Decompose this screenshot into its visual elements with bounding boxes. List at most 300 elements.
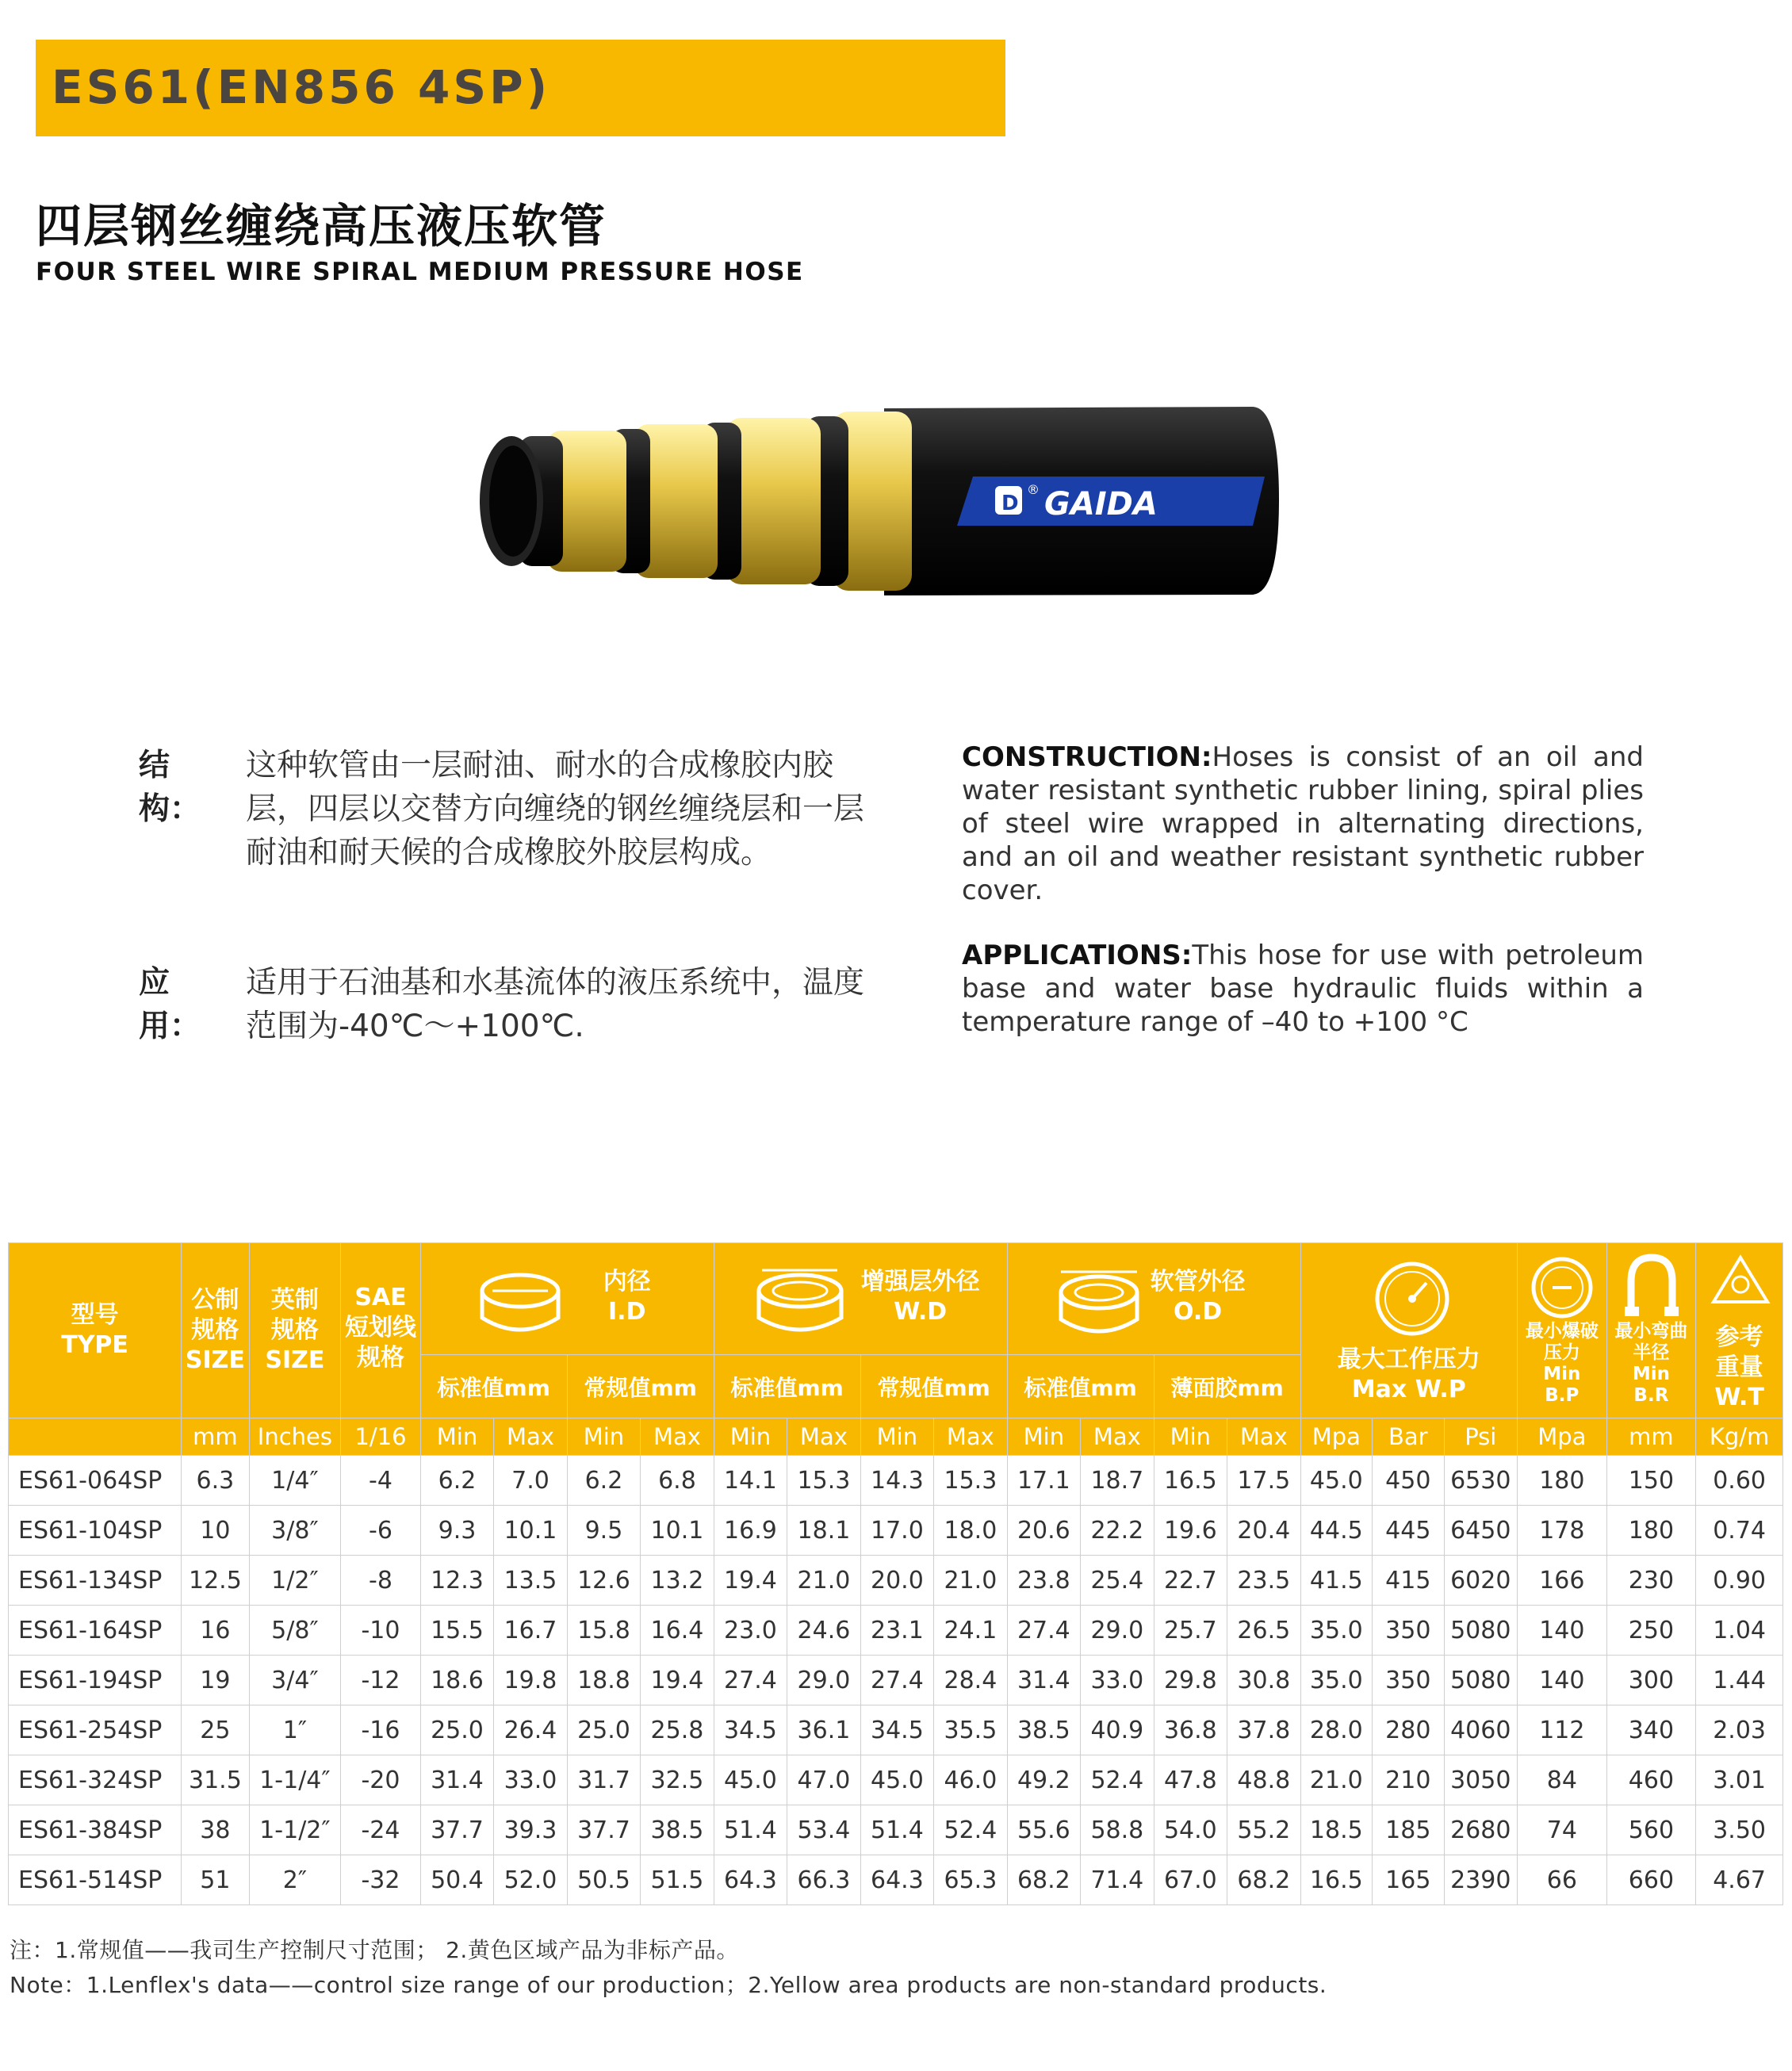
value-cell: 16.7	[494, 1606, 567, 1656]
unit-cell: Max	[1227, 1418, 1300, 1456]
value-cell: -8	[341, 1556, 421, 1606]
unit-cell: 1/16	[341, 1418, 421, 1456]
value-cell: 38.5	[641, 1805, 714, 1855]
value-cell: 35.0	[1300, 1606, 1372, 1656]
value-cell: 17.5	[1227, 1456, 1300, 1506]
header-wd-cn: 增强层外径	[860, 1268, 980, 1296]
value-cell: 33.0	[494, 1755, 567, 1805]
value-cell: 55.6	[1007, 1805, 1080, 1855]
value-cell: -16	[341, 1705, 421, 1755]
value-cell: 7.0	[494, 1456, 567, 1506]
value-cell: 140	[1518, 1606, 1607, 1656]
value-cell: 3050	[1444, 1755, 1518, 1805]
header-bp-en2: B.P	[1545, 1385, 1579, 1406]
value-cell: 26.5	[1227, 1606, 1300, 1656]
value-cell: 18.5	[1300, 1805, 1372, 1855]
value-cell: 25.7	[1154, 1606, 1227, 1656]
application-label-en: APPLICATIONS:	[962, 940, 1193, 971]
unit-row	[9, 1418, 1783, 1456]
value-cell: 18.6	[420, 1656, 493, 1705]
value-cell: 15.5	[420, 1606, 493, 1656]
value-cell: 67.0	[1154, 1855, 1227, 1905]
value-cell: 32.5	[641, 1755, 714, 1805]
header-metric-cn: 公制规格	[191, 1286, 239, 1344]
type-cell: ES61-514SP	[9, 1855, 182, 1905]
unit-cell: Min	[714, 1418, 787, 1456]
value-cell: 25	[182, 1705, 249, 1755]
value-cell: 30.8	[1227, 1656, 1300, 1705]
value-cell: 64.3	[860, 1855, 933, 1905]
value-cell: -4	[341, 1456, 421, 1506]
value-cell: 34.5	[714, 1705, 787, 1755]
value-cell: 29.0	[1081, 1606, 1154, 1656]
header-wp-text	[1301, 1345, 1517, 1405]
header-wp-en: Max W.P	[1351, 1376, 1466, 1403]
application-label-cn: 应用：	[139, 965, 201, 1044]
value-cell: 66	[1518, 1855, 1607, 1905]
value-cell: 31.4	[1007, 1656, 1080, 1705]
value-cell: 13.2	[641, 1556, 714, 1606]
value-cell: 6.3	[182, 1456, 249, 1506]
construction-text-cn: 这种软管由一层耐油、耐水的合成橡胶内胶层，四层以交替方向缠绕的钢丝缠绕层和一层耐油和耐天候的合成橡胶外胶层构成。	[246, 748, 865, 871]
value-cell: 3/4″	[249, 1656, 341, 1705]
unit-cell: Mpa	[1300, 1418, 1372, 1456]
value-cell: 22.2	[1081, 1506, 1154, 1556]
value-cell: 178	[1518, 1506, 1607, 1556]
value-cell: 50.4	[420, 1855, 493, 1905]
table-body	[9, 1456, 1783, 1905]
type-cell: ES61-324SP	[9, 1755, 182, 1805]
header-id-cn: 内径	[603, 1268, 651, 1296]
table-row	[9, 1456, 1783, 1506]
value-cell: 38.5	[1007, 1705, 1080, 1755]
value-cell: 6.2	[567, 1456, 640, 1506]
unit-cell: Min	[1154, 1418, 1227, 1456]
value-cell: 40.9	[1081, 1705, 1154, 1755]
unit-cell: Max	[494, 1418, 567, 1456]
unit-cell: Max	[934, 1418, 1007, 1456]
value-cell: 23.1	[860, 1606, 933, 1656]
unit-cell: mm	[182, 1418, 249, 1456]
value-cell: 25.0	[567, 1705, 640, 1755]
value-cell: 20.4	[1227, 1506, 1300, 1556]
header-type	[9, 1243, 182, 1418]
value-cell: -12	[341, 1656, 421, 1705]
value-cell: 50.5	[567, 1855, 640, 1905]
value-cell: 68.2	[1227, 1855, 1300, 1905]
value-cell: 46.0	[934, 1755, 1007, 1805]
application-text-cn: 适用于石油基和水基流体的液压系统中，温度范围为-40℃～+100℃.	[246, 965, 865, 1044]
value-cell: 25.4	[1081, 1556, 1154, 1606]
value-cell: 5/8″	[249, 1606, 341, 1656]
header-wd-reg: 常规值mm	[860, 1355, 1007, 1418]
value-cell: 1.44	[1696, 1656, 1783, 1705]
unit-cell: Max	[787, 1418, 860, 1456]
header-od-text	[1135, 1267, 1262, 1327]
construction-text-en: Hoses is consist of an oil and water resistant synthetic rubber lining, spiral plies of steel wire wrapped in alternating directions, and an oil and weather resistant synthetic rubber cover.	[962, 741, 1644, 906]
value-cell: 6450	[1444, 1506, 1518, 1556]
value-cell: 9.3	[420, 1506, 493, 1556]
value-cell: 15.8	[567, 1606, 640, 1656]
value-cell: 21.0	[934, 1556, 1007, 1606]
type-cell: ES61-064SP	[9, 1456, 182, 1506]
header-id-en: I.D	[608, 1298, 646, 1326]
value-cell: 16.5	[1154, 1456, 1227, 1506]
outer-diameter-icon	[1055, 1261, 1143, 1344]
header-wt-en: W.T	[1714, 1384, 1764, 1411]
note-english: Note：1.Lenflex's data——control size range of our production；2.Yellow area products are non-standard products.	[10, 1972, 1327, 1998]
burst-pressure-icon	[1529, 1254, 1595, 1321]
value-cell: 28.4	[934, 1656, 1007, 1705]
value-cell: 180	[1518, 1456, 1607, 1506]
value-cell: 39.3	[494, 1805, 567, 1855]
value-cell: 84	[1518, 1755, 1607, 1805]
value-cell: 36.1	[787, 1705, 860, 1755]
header-wt-text	[1696, 1323, 1782, 1413]
value-cell: 5080	[1444, 1606, 1518, 1656]
header-inch-size	[249, 1243, 341, 1418]
value-cell: 49.2	[1007, 1755, 1080, 1805]
value-cell: 350	[1373, 1606, 1444, 1656]
value-cell: 16	[182, 1606, 249, 1656]
value-cell: 20.0	[860, 1556, 933, 1606]
value-cell: 14.3	[860, 1456, 933, 1506]
value-cell: 36.8	[1154, 1705, 1227, 1755]
value-cell: 66.3	[787, 1855, 860, 1905]
header-wp	[1300, 1243, 1517, 1418]
header-br-en2: B.R	[1633, 1385, 1669, 1406]
value-cell: 19.6	[1154, 1506, 1227, 1556]
value-cell: 51.4	[714, 1805, 787, 1855]
value-cell: 660	[1606, 1855, 1696, 1905]
table-row	[9, 1855, 1783, 1905]
value-cell: 1/4″	[249, 1456, 341, 1506]
header-metric-en: SIZE	[185, 1346, 245, 1374]
value-cell: 52.4	[1081, 1755, 1154, 1805]
value-cell: 165	[1373, 1855, 1444, 1905]
type-cell: ES61-194SP	[9, 1656, 182, 1705]
value-cell: 45.0	[860, 1755, 933, 1805]
value-cell: 1″	[249, 1705, 341, 1755]
bend-radius-icon	[1622, 1251, 1682, 1323]
value-cell: 41.5	[1300, 1556, 1372, 1606]
value-cell: -20	[341, 1755, 421, 1805]
value-cell: 12.5	[182, 1556, 249, 1606]
value-cell: 230	[1606, 1556, 1696, 1606]
value-cell: 18.0	[934, 1506, 1007, 1556]
value-cell: 185	[1373, 1805, 1444, 1855]
value-cell: 51.5	[641, 1855, 714, 1905]
header-br-cn: 最小弯曲半径	[1614, 1321, 1688, 1363]
value-cell: 1/2″	[249, 1556, 341, 1606]
value-cell: 37.7	[420, 1805, 493, 1855]
type-cell: ES61-384SP	[9, 1805, 182, 1855]
value-cell: 35.0	[1300, 1656, 1372, 1705]
unit-cell: Min	[567, 1418, 640, 1456]
title-english: FOUR STEEL WIRE SPIRAL MEDIUM PRESSURE HOSE	[36, 258, 804, 286]
header-od-std: 标准值mm	[1007, 1355, 1154, 1418]
header-wt	[1696, 1243, 1783, 1418]
value-cell: 560	[1606, 1805, 1696, 1855]
value-cell: 58.8	[1081, 1805, 1154, 1855]
value-cell: 3/8″	[249, 1506, 341, 1556]
value-cell: 18.1	[787, 1506, 860, 1556]
value-cell: 55.2	[1227, 1805, 1300, 1855]
header-inch-cn: 英制规格	[270, 1286, 319, 1344]
value-cell: 3.50	[1696, 1805, 1783, 1855]
value-cell: 24.1	[934, 1606, 1007, 1656]
value-cell: 18.7	[1081, 1456, 1154, 1506]
value-cell: 460	[1606, 1755, 1696, 1805]
value-cell: 54.0	[1154, 1805, 1227, 1855]
table-row	[9, 1506, 1783, 1556]
value-cell: 6530	[1444, 1456, 1518, 1506]
value-cell: 52.4	[934, 1805, 1007, 1855]
value-cell: 25.8	[641, 1705, 714, 1755]
header-sae-1: SAE	[354, 1284, 407, 1311]
type-cell: ES61-104SP	[9, 1506, 182, 1556]
header-metric-size	[182, 1243, 249, 1418]
value-cell: 2680	[1444, 1805, 1518, 1855]
header-br	[1606, 1243, 1696, 1418]
construction-label-en: CONSTRUCTION:	[962, 741, 1212, 773]
header-od	[1007, 1243, 1300, 1355]
wire-diameter-icon	[754, 1259, 849, 1346]
registered-mark: ®	[1027, 482, 1040, 497]
unit-cell: Mpa	[1518, 1418, 1607, 1456]
header-bp-cn: 最小爆破压力	[1525, 1321, 1599, 1363]
value-cell: 280	[1373, 1705, 1444, 1755]
value-cell: 27.4	[1007, 1606, 1080, 1656]
value-cell: 51	[182, 1855, 249, 1905]
value-cell: 2390	[1444, 1855, 1518, 1905]
value-cell: -6	[341, 1506, 421, 1556]
value-cell: 10.1	[641, 1506, 714, 1556]
value-cell: 24.6	[787, 1606, 860, 1656]
value-cell: 47.8	[1154, 1755, 1227, 1805]
value-cell: 6.2	[420, 1456, 493, 1506]
header-sae-2: 短划线规格	[344, 1314, 416, 1372]
value-cell: 29.8	[1154, 1656, 1227, 1705]
unit-cell: Min	[860, 1418, 933, 1456]
value-cell: 0.74	[1696, 1506, 1783, 1556]
value-cell: 29.0	[787, 1656, 860, 1705]
note-chinese: 注：1.常规值——我司生产控制尺寸范围； 2.黄色区域产品为非标产品。	[10, 1937, 739, 1963]
value-cell: 31.5	[182, 1755, 249, 1805]
value-cell: 4.67	[1696, 1855, 1783, 1905]
construction-label-cn: 结构：	[139, 748, 201, 827]
value-cell: 38	[182, 1805, 249, 1855]
table-row	[9, 1755, 1783, 1805]
value-cell: 16.5	[1300, 1855, 1372, 1905]
value-cell: 1-1/2″	[249, 1805, 341, 1855]
value-cell: 19.4	[641, 1656, 714, 1705]
header-id-text	[588, 1267, 667, 1327]
value-cell: 0.60	[1696, 1456, 1783, 1506]
header-wt-cn: 参考重量	[1715, 1323, 1763, 1381]
value-cell: 13.5	[494, 1556, 567, 1606]
value-cell: 12.6	[567, 1556, 640, 1606]
inner-diameter-icon	[477, 1269, 564, 1340]
value-cell: 1.04	[1696, 1606, 1783, 1656]
value-cell: 74	[1518, 1805, 1607, 1855]
header-id-std: 标准值mm	[420, 1355, 567, 1418]
svg-text:D: D	[1001, 492, 1019, 515]
value-cell: 48.8	[1227, 1755, 1300, 1805]
value-cell: 47.0	[787, 1755, 860, 1805]
unit-cell-type	[9, 1418, 182, 1456]
value-cell: 17.1	[1007, 1456, 1080, 1506]
value-cell: 5080	[1444, 1656, 1518, 1705]
value-cell: 64.3	[714, 1855, 787, 1905]
header-wd	[714, 1243, 1007, 1355]
application-en	[962, 939, 1644, 1039]
value-cell: 65.3	[934, 1855, 1007, 1905]
value-cell: 1-1/4″	[249, 1755, 341, 1805]
value-cell: 27.4	[714, 1656, 787, 1705]
value-cell: 26.4	[494, 1705, 567, 1755]
value-cell: 31.7	[567, 1755, 640, 1805]
unit-cell: Bar	[1373, 1418, 1444, 1456]
header-wd-text	[849, 1267, 992, 1327]
value-cell: 6.8	[641, 1456, 714, 1506]
table-row	[9, 1805, 1783, 1855]
title-chinese: 四层钢丝缠绕高压液压软管	[36, 199, 607, 253]
value-cell: 16.9	[714, 1506, 787, 1556]
value-cell: 112	[1518, 1705, 1607, 1755]
table-row	[9, 1705, 1783, 1755]
header-id	[420, 1243, 714, 1355]
value-cell: 16.4	[641, 1606, 714, 1656]
value-cell: 445	[1373, 1506, 1444, 1556]
value-cell: 350	[1373, 1656, 1444, 1705]
unit-cell: Min	[1007, 1418, 1080, 1456]
value-cell: 28.0	[1300, 1705, 1372, 1755]
header-bp-text	[1518, 1321, 1606, 1407]
value-cell: 53.4	[787, 1805, 860, 1855]
type-cell: ES61-254SP	[9, 1705, 182, 1755]
value-cell: -24	[341, 1805, 421, 1855]
value-cell: 31.4	[420, 1755, 493, 1805]
weight-icon	[1710, 1254, 1771, 1310]
value-cell: 10.1	[494, 1506, 567, 1556]
table-row	[9, 1606, 1783, 1656]
value-cell: 27.4	[860, 1656, 933, 1705]
application-text-en: This hose for use with petroleum base and water base hydraulic fluids within a temperature range of –40 to +100 °C	[962, 940, 1644, 1038]
value-cell: -32	[341, 1855, 421, 1905]
value-cell: 340	[1606, 1705, 1696, 1755]
value-cell: 19.4	[714, 1556, 787, 1606]
value-cell: 71.4	[1081, 1855, 1154, 1905]
construction-en	[962, 741, 1644, 907]
value-cell: 21.0	[787, 1556, 860, 1606]
value-cell: 10	[182, 1506, 249, 1556]
value-cell: 4060	[1444, 1705, 1518, 1755]
header-od-cn: 软管外径	[1150, 1268, 1246, 1296]
value-cell: 19.8	[494, 1656, 567, 1705]
value-cell: 44.5	[1300, 1506, 1372, 1556]
value-cell: 68.2	[1007, 1855, 1080, 1905]
unit-cell: Psi	[1444, 1418, 1518, 1456]
unit-cell: Min	[420, 1418, 493, 1456]
value-cell: 12.3	[420, 1556, 493, 1606]
value-cell: 23.0	[714, 1606, 787, 1656]
value-cell: 45.0	[714, 1755, 787, 1805]
header-bp-en1: Min	[1543, 1364, 1581, 1384]
value-cell: 33.0	[1081, 1656, 1154, 1705]
value-cell: 166	[1518, 1556, 1607, 1606]
value-cell: 23.8	[1007, 1556, 1080, 1606]
unit-cell: Max	[1081, 1418, 1154, 1456]
value-cell: 210	[1373, 1755, 1444, 1805]
header-type-cn: 型号	[71, 1301, 119, 1329]
value-cell: -10	[341, 1606, 421, 1656]
unit-cell: Kg/m	[1696, 1418, 1783, 1456]
value-cell: 18.8	[567, 1656, 640, 1705]
value-cell: 17.0	[860, 1506, 933, 1556]
value-cell: 23.5	[1227, 1556, 1300, 1606]
value-cell: 37.8	[1227, 1705, 1300, 1755]
header-bp	[1518, 1243, 1607, 1418]
value-cell: 300	[1606, 1656, 1696, 1705]
value-cell: 2.03	[1696, 1705, 1783, 1755]
value-cell: 415	[1373, 1556, 1444, 1606]
value-cell: 14.1	[714, 1456, 787, 1506]
value-cell: 19	[182, 1656, 249, 1705]
header-od-en: O.D	[1174, 1298, 1223, 1326]
value-cell: 150	[1606, 1456, 1696, 1506]
header-sae	[341, 1243, 421, 1418]
value-cell: 15.3	[934, 1456, 1007, 1506]
value-cell: 3.01	[1696, 1755, 1783, 1805]
header-br-en1: Min	[1632, 1364, 1670, 1384]
header-wp-cn: 最大工作压力	[1337, 1346, 1480, 1373]
table-row	[9, 1556, 1783, 1606]
unit-cell: Max	[641, 1418, 714, 1456]
value-cell: 2″	[249, 1855, 341, 1905]
header-wd-en: W.D	[894, 1298, 948, 1326]
value-cell: 0.90	[1696, 1556, 1783, 1606]
unit-cell: mm	[1606, 1418, 1696, 1456]
value-cell: 51.4	[860, 1805, 933, 1855]
unit-cell: Inches	[249, 1418, 341, 1456]
table-row	[9, 1656, 1783, 1705]
header-id-reg: 常规值mm	[567, 1355, 714, 1418]
value-cell: 52.0	[494, 1855, 567, 1905]
value-cell: 140	[1518, 1656, 1607, 1705]
header-br-text	[1607, 1321, 1696, 1407]
header-wd-std: 标准值mm	[714, 1355, 860, 1418]
value-cell: 22.7	[1154, 1556, 1227, 1606]
value-cell: 45.0	[1300, 1456, 1372, 1506]
model-banner	[36, 40, 1005, 136]
value-cell: 180	[1606, 1506, 1696, 1556]
value-cell: 20.6	[1007, 1506, 1080, 1556]
type-cell: ES61-134SP	[9, 1556, 182, 1606]
value-cell: 34.5	[860, 1705, 933, 1755]
spec-table	[8, 1242, 1783, 1905]
value-cell: 35.5	[934, 1705, 1007, 1755]
value-cell: 21.0	[1300, 1755, 1372, 1805]
type-cell: ES61-164SP	[9, 1606, 182, 1656]
value-cell: 250	[1606, 1606, 1696, 1656]
value-cell: 450	[1373, 1456, 1444, 1506]
value-cell: 15.3	[787, 1456, 860, 1506]
brand-name: GAIDA	[1044, 486, 1158, 523]
value-cell: 9.5	[567, 1506, 640, 1556]
value-cell: 6020	[1444, 1556, 1518, 1606]
hose-product-image	[472, 400, 1281, 603]
